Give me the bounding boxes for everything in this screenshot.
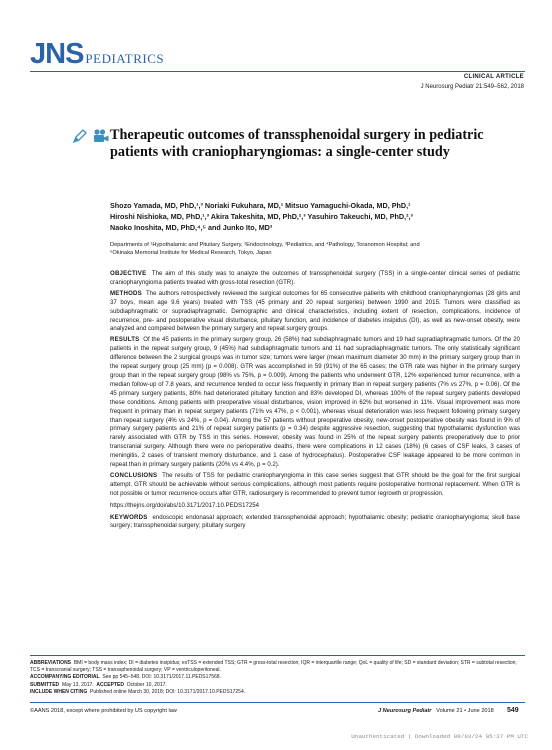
affiliations — [110, 241, 520, 258]
footer-journal — [378, 708, 494, 714]
footnotes — [30, 660, 525, 696]
conclusions-heading: CONCLUSIONS — [110, 471, 158, 479]
abstract-results — [110, 336, 520, 470]
footer-volume: Volume 21 • June 2018 — [436, 708, 494, 714]
article-type: CLINICAL ARTICLE — [463, 74, 524, 80]
author-list — [110, 200, 520, 233]
submitted-heading: SUBMITTED — [30, 681, 60, 688]
methods-text: The authors retrospectively reviewed the surgical outcomes for 65 consecutive patients with childhood craniopharyngiomas (28 girls and 37 boys, mean age 9.6 years) treated with TSS (45 primary and 20 repeat surgeries) between 1990 and 2015. Tumors were classified as subdiaphragmatic or supradiaphragmatic. Demographic and clinical characteristics, including extent of resection, complications, incidence of recurrence, pre- and postoperative visual disturbance, pituitary function, and incidence of diabetes insipidus (DI), as well as new-onset obesity, were analyzed and compared between the primary surgery and repeat surgery groups. — [110, 289, 520, 333]
footnote-rule — [30, 655, 525, 656]
footnote-submitted — [30, 682, 525, 689]
footer-rule — [30, 702, 525, 703]
author-line-2: Hiroshi Nishioka, MD, PhD,¹,³ Akira Takeshita, MD, PhD,²,³ Yasuhiro Takeuchi, MD, PhD,²,³ — [110, 212, 413, 221]
results-heading: RESULTS — [110, 336, 140, 344]
conclusions-text: The results of TSS for pediatric craniopharyngioma in this case series suggest that GTR should be the goal for the first surgical attempt. GTR should be achievable without serious complications, although most patients require postoperative hormonal replacement. When GTR is not possible or tumor recurrence occurs after GTR, radiosurgery is recommended to prevent tumor regrowth or progression. — [110, 471, 520, 497]
pen-icon — [72, 128, 88, 149]
footnote-citing — [30, 689, 525, 696]
author-line-1: Shozo Yamada, MD, PhD,¹,³ Noriaki Fukuhara, MD,¹ Mitsuo Yamaguchi-Okada, MD, PhD,¹ — [110, 201, 411, 210]
doi-link[interactable]: https://thejns.org/doi/abs/10.3171/2017.10.PEDS17254 — [110, 501, 260, 509]
objective-heading: OBJECTIVE — [110, 270, 147, 277]
submitted-text: May 13, 2017. — [61, 681, 94, 688]
download-notice: Unauthenticated | Downloaded 08/03/24 05:37 PM UTC — [351, 733, 528, 740]
article-title: Therapeutic outcomes of transsphenoidal surgery in pediatric patients with craniopharyngiomas: a single-center study — [110, 127, 484, 160]
journal-reference: J Neurosurg Pediatr 21:549–562, 2018 — [420, 84, 524, 90]
accepted-heading: ACCEPTED — [96, 681, 124, 688]
keywords — [110, 514, 520, 532]
abstract-conclusions — [110, 472, 520, 499]
abbreviations-heading: ABBREVIATIONS — [30, 660, 72, 666]
logo-sub: PEDIATRICS — [85, 51, 165, 66]
editorial-text: See pp 545–548. DOI: 10.3171/2017.11.PEDS17568. — [102, 674, 221, 681]
page-number: 549 — [507, 707, 519, 714]
affiliation-line-1: Departments of ¹Hypothalamic and Pituitary Surgery, ²Endocrinology, ³Pediatrics, and ⁴Pathology, Toranomon Hospital; and — [110, 242, 420, 248]
article-icons — [72, 128, 110, 149]
copyright-notice: ©AANS 2018, except where prohibited by US copyright law — [30, 708, 177, 714]
footnote-abbreviations — [30, 660, 525, 674]
editorial-heading: ACCOMPANYING EDITORIAL — [30, 674, 100, 681]
abstract — [110, 270, 520, 533]
abbreviations-text: BMI = body mass index; DI = diabetes insipidus; exTSS = extended TSS; GTR = gross-total resection; IQR = interquartile range; QoL = quality of life; SD = standard deviation; STR = subtotal resection; TCS = transcranial surgery; TSS = transsphenoidal surgery; VP = ventriculoperitoneal. — [30, 660, 517, 674]
citing-text: Published online March 30, 2018; DOI: 10.3171/2017.10.PEDS17254. — [90, 688, 246, 695]
abstract-methods — [110, 290, 520, 335]
journal-logo — [30, 40, 164, 69]
accepted-text: October 10, 2017. — [126, 681, 167, 688]
affiliation-line-2: ⁵Okinaka Memorial Institute for Medical Research, Tokyo, Japan — [110, 250, 272, 257]
objective-text: The aim of this study was to analyze the outcomes of transsphenoidal surgery (TSS) in a single-center clinical series of pediatric craniopharyngioma patients treated with gross-total resection (GTR). — [110, 270, 520, 286]
footnote-editorial — [30, 674, 525, 681]
results-text: Of the 45 patients in the primary surgery group, 26 (58%) had subdiaphragmatic tumors and 19 had supradiaphragmatic tumors. Of the 20 patients in the repeat surgery group, 9 (45%) had subdiaphragmatic tumors and 11 had supradiaphragmatic tumors. The only statistically significant difference between the 2 surgical groups was in tumor size; tumors were larger (mean maximum diameter 30 mm) in the primary surgery group than in the repeat surgery group (25 mm) (p = 0.008). GTR was accomplished in 59 (91%) of the 65 cases; the GTR rate was higher in the primary surgery group than in the repeat surgery group (98% vs 75%, p = 0.009). Among the patients who underwent GTR, 12% experienced tumor recurrence, with a median follow-up of 7.8 years, and recurrence tended to occur less frequently in primary than in repeat surgery patients (7% vs 27%, p = 0.06). Of the 45 primary surgery patients, 80% had deteriorated pituitary function and 83% developed DI, whereas 100% of the repeat surgery patients developed these conditions. Among patients with preoperative visual disturbance, vision improved in 62% but worsened in 11%. Visual improvement was more frequent in primary than in repeat surgery patients (71% vs 47%, p < 0.001), whereas visual deterioration was less frequent following primary surgery than repeat surgery (4% vs 24%, p = 0.04). Among the 57 patients without preoperative obesity, new-onset postoperative obesity was found in 9% of primary surgery patients and 21% of repeat surgery patients (p = 0.34) despite aggressive resection, suggesting that hypothalamic dysfunction was rarely associated with GTR by TSS in this series. However, obesity was found in 25% of the repeat surgery patients preoperatively due to prior transcranial surgery. Although there were no perioperative deaths, there were complications in 12 cases (18%) (6 cases of CSF leaks, 3 cases of meningitis, 2 cases of transient memory disturbance, and 1 case of hydrocephalus). Postoperative CSF leakage appeared to be more common in repeat than in primary surgery patients (20% vs 4.4%, p = 0.2). — [110, 336, 521, 469]
footer-journal-name: J Neurosurg Pediatr — [378, 708, 432, 714]
logo-main: JNS — [30, 38, 84, 70]
abstract-objective — [110, 270, 520, 288]
citing-heading: INCLUDE WHEN CITING — [30, 688, 88, 695]
author-line-3: Naoko Inoshita, MD, PhD,⁴,⁵ and Junko Ito, MD³ — [110, 223, 273, 232]
header-rule — [30, 71, 525, 72]
keywords-heading: KEYWORDS — [110, 513, 148, 521]
keywords-text: endoscopic endonasal approach; extended transsphenoidal approach; hypothalamic obesity; pediatric craniopharyngioma; skull base surgery; transsphenoidal surgery; pituitary surgery — [110, 513, 520, 530]
video-camera-icon[interactable] — [92, 128, 110, 149]
methods-heading: METHODS — [110, 289, 142, 297]
